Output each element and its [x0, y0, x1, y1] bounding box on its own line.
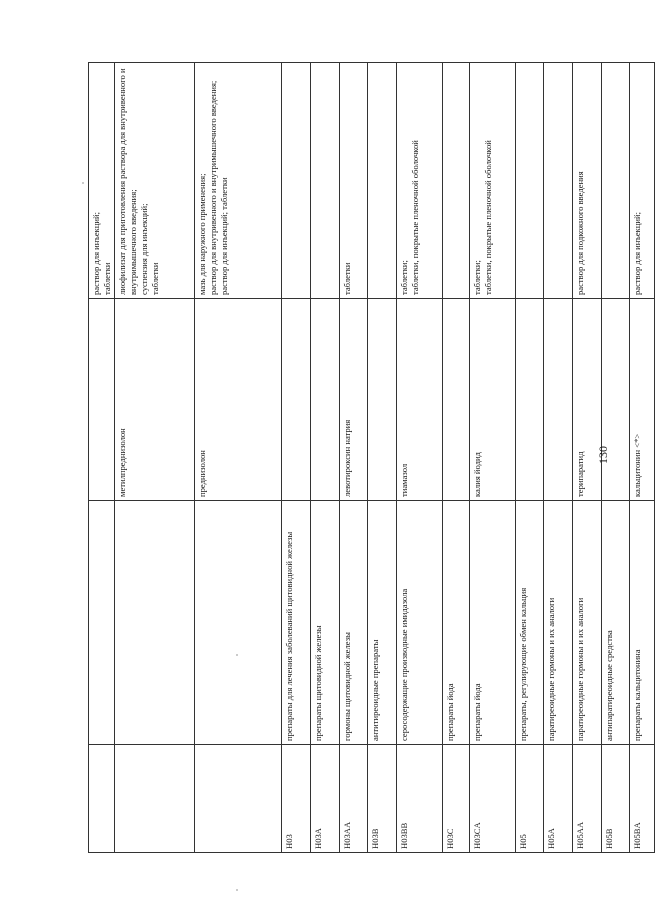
- dosage-form-cell: [282, 63, 311, 299]
- inn-cell: [544, 299, 573, 501]
- table-row: [115, 63, 195, 853]
- atc-code-cell: H03B: [368, 745, 397, 853]
- table-row: [443, 63, 470, 853]
- scan-speck: [236, 889, 238, 891]
- inn-cell: калия йодид: [470, 299, 516, 501]
- atc-code-cell: H05BA: [630, 745, 655, 853]
- dosage-form-cell: [544, 63, 573, 299]
- atc-code-cell: H03AA: [340, 745, 368, 853]
- atc-code-cell: [195, 745, 282, 853]
- dosage-form-cell: раствор для инъекций;: [630, 63, 655, 299]
- group-name-cell: паратиреоидные гормоны и их аналоги: [544, 501, 573, 745]
- inn-cell: левотироксин натрия: [340, 299, 368, 501]
- dosage-form-cell: раствор для инъекций; таблетки: [89, 63, 115, 299]
- atc-code-cell: [89, 745, 115, 853]
- table-row: [340, 63, 368, 853]
- dosage-form-cell: таблетки: [340, 63, 368, 299]
- table-row: [195, 63, 282, 853]
- inn-cell: [602, 299, 630, 501]
- dosage-form-cell: [602, 63, 630, 299]
- table-row: [368, 63, 397, 853]
- group-name-cell: препараты йода: [470, 501, 516, 745]
- atc-code-cell: H03BB: [397, 745, 443, 853]
- atc-code-cell: H05AA: [573, 745, 602, 853]
- scan-speck: [236, 654, 238, 656]
- dosage-form-cell: таблетки; таблетки, покрытые пленочной оболочкой: [470, 63, 516, 299]
- group-name-cell: препараты, регулирующие обмен кальция: [516, 501, 544, 745]
- table-row: [282, 63, 311, 853]
- inn-cell: [443, 299, 470, 501]
- dosage-form-cell: мазь для наружного применения; раствор для внутривенного и внутримышечного введения; раствор для инъекций; таблетки: [195, 63, 282, 299]
- group-name-cell: препараты щитовидной железы: [311, 501, 340, 745]
- inn-cell: тиамазол: [397, 299, 443, 501]
- atc-code-cell: H05A: [544, 745, 573, 853]
- rotated-page-content: [88, 63, 643, 853]
- atc-code-cell: H03A: [311, 745, 340, 853]
- group-name-cell: [89, 501, 115, 745]
- group-name-cell: серосодержащие производные имидазола: [397, 501, 443, 745]
- table-row: [630, 63, 655, 853]
- inn-cell: [282, 299, 311, 501]
- atc-code-cell: H05: [516, 745, 544, 853]
- dosage-form-cell: лиофилизат для приготовления раствора для внутривенного и внутримышечного введения; суспензия для инъекций; таблетки: [115, 63, 195, 299]
- dosage-form-cell: [516, 63, 544, 299]
- inn-cell: метилпреднизолон: [115, 299, 195, 501]
- inn-cell: [311, 299, 340, 501]
- inn-cell: [89, 299, 115, 501]
- drug-classification-table: [88, 62, 655, 853]
- atc-code-cell: H03: [282, 745, 311, 853]
- dosage-form-cell: таблетки; таблетки, покрытые пленочной оболочкой: [397, 63, 443, 299]
- group-name-cell: гормоны щитовидной железы: [340, 501, 368, 745]
- scan-speck: [82, 182, 84, 184]
- group-name-cell: препараты кальцитонина: [630, 501, 655, 745]
- group-name-cell: препараты йода: [443, 501, 470, 745]
- dosage-form-cell: [311, 63, 340, 299]
- group-name-cell: [195, 501, 282, 745]
- table-row: [397, 63, 443, 853]
- inn-cell: терипаратид: [573, 299, 602, 501]
- dosage-form-cell: раствор для подкожного введения: [573, 63, 602, 299]
- group-name-cell: паратиреоидные гормоны и их аналоги: [573, 501, 602, 745]
- group-name-cell: [115, 501, 195, 745]
- group-name-cell: препараты для лечения заболеваний щитовидной железы: [282, 501, 311, 745]
- table-row: [470, 63, 516, 853]
- dosage-form-cell: [368, 63, 397, 299]
- table-row: [516, 63, 544, 853]
- group-name-cell: антипаратиреоидные средства: [602, 501, 630, 745]
- inn-cell: преднизолон: [195, 299, 282, 501]
- table-row: [544, 63, 573, 853]
- inn-cell: [368, 299, 397, 501]
- inn-cell: кальцитонин <*>: [630, 299, 655, 501]
- atc-code-cell: H03C: [443, 745, 470, 853]
- page-number: 130: [596, 446, 610, 464]
- dosage-form-cell: [443, 63, 470, 299]
- inn-cell: [516, 299, 544, 501]
- atc-code-cell: [115, 745, 195, 853]
- atc-code-cell: H03CA: [470, 745, 516, 853]
- table-row: [311, 63, 340, 853]
- table-row: [89, 63, 115, 853]
- atc-code-cell: H05B: [602, 745, 630, 853]
- group-name-cell: антитиреоидные препараты: [368, 501, 397, 745]
